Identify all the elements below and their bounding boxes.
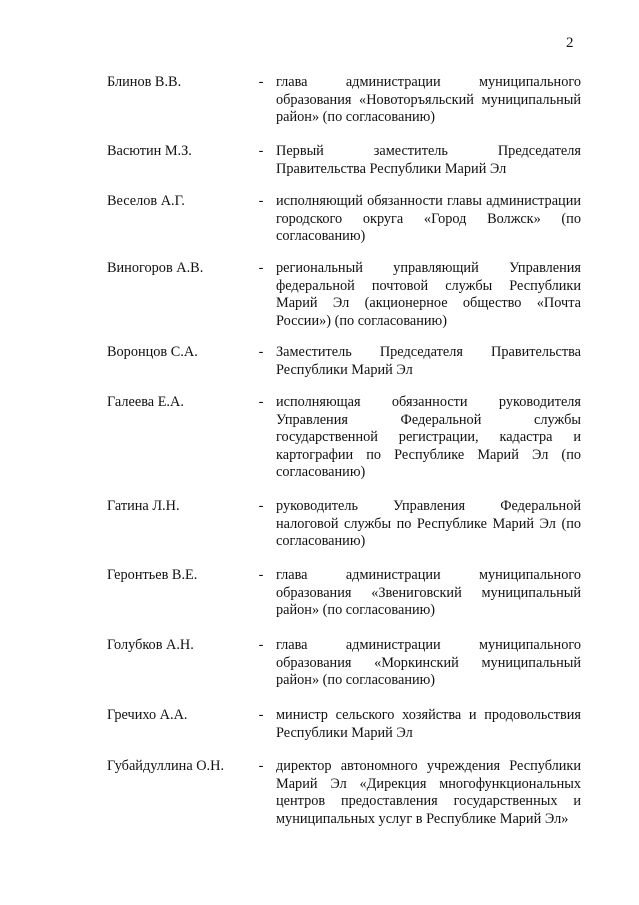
separator-dash: - <box>258 498 264 514</box>
member-name: Воронцов С.А. <box>107 344 198 360</box>
separator-dash: - <box>258 193 264 209</box>
member-name: Губайдуллина О.Н. <box>107 758 225 774</box>
member-role: исполняющая обязанности руководителя Управления Федеральной службы государственной регистрации, кадастра и картографии по Республике Марий Эл (по согласованию) <box>276 394 581 480</box>
member-name: Геронтьев В.Е. <box>107 567 198 583</box>
member-name: Блинов В.В. <box>107 74 182 90</box>
member-role: исполняющий обязанности главы администрации городского округа «Город Волжск» (по согласованию) <box>276 193 581 244</box>
separator-dash: - <box>258 394 264 410</box>
member-name: Виногоров А.В. <box>107 260 204 276</box>
separator-dash: - <box>258 74 264 90</box>
member-role: региональный управляющий Управления федеральной почтовой службы Республики Марий Эл (акционерное общество «Почта России») (по согласованию) <box>276 260 581 329</box>
page-number: 2 <box>566 35 574 51</box>
member-role: Заместитель Председателя Правительства Республики Марий Эл <box>276 344 581 378</box>
separator-dash: - <box>258 567 264 583</box>
separator-dash: - <box>258 260 264 276</box>
member-role: глава администрации муниципального образования «Новоторъяльский муниципальный район» (по согласованию) <box>276 74 581 125</box>
member-role: министр сельского хозяйства и продовольствия Республики Марий Эл <box>276 707 581 741</box>
separator-dash: - <box>258 637 264 653</box>
separator-dash: - <box>258 143 264 159</box>
separator-dash: - <box>258 707 264 723</box>
separator-dash: - <box>258 758 264 774</box>
member-role: руководитель Управления Федеральной налоговой службы по Республике Марий Эл (по согласованию) <box>276 498 581 549</box>
separator-dash: - <box>258 344 264 360</box>
member-role: Первый заместитель Председателя Правительства Республики Марий Эл <box>276 143 581 177</box>
member-role: глава администрации муниципального образования «Звениговский муниципальный район» (по согласованию) <box>276 567 581 618</box>
member-name: Веселов А.Г. <box>107 193 185 209</box>
member-name: Гатина Л.Н. <box>107 498 180 514</box>
member-name: Васютин М.З. <box>107 143 192 159</box>
member-role: глава администрации муниципального образования «Моркинский муниципальный район» (по согласованию) <box>276 637 581 688</box>
member-name: Галеева Е.А. <box>107 394 184 410</box>
member-name: Гречихо А.А. <box>107 707 188 723</box>
member-name: Голубков А.Н. <box>107 637 194 653</box>
member-role: директор автономного учреждения Республики Марий Эл «Дирекция многофункциональных центров предоставления государственных и муниципальных услуг в Республике Марий Эл» <box>276 758 581 827</box>
